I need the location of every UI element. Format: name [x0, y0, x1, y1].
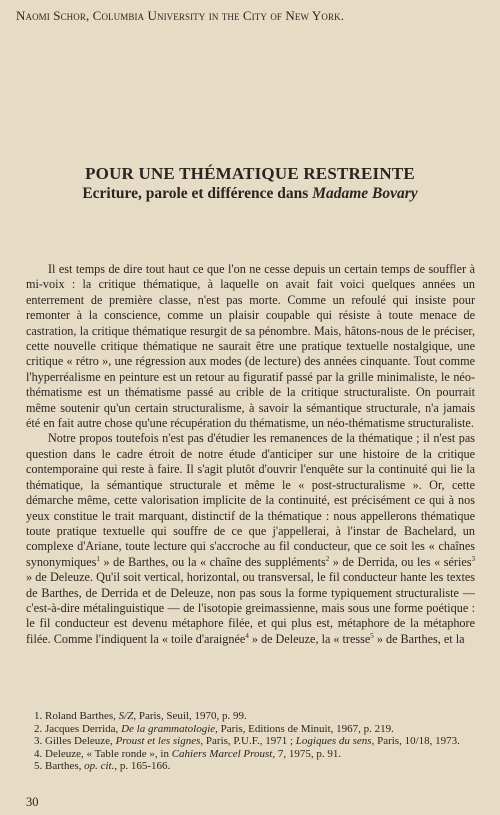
text-run: Il est temps de dire tout haut ce que l'on ne cesse depuis un certain temps de souffler à mi-voix : la critique thématique, à laquelle on avait fait voici quelques années un enterrement de première classe, n'est pas morte. Comme un refoulé qui insiste pour remonter à la conscience, comme un plaisir coupable qui résiste à toute menace de castration, la critique thématique resurgit de sa pénombre. Mais, hâtons-nous de le préciser, cette nouvelle critique thématique ne saurait être une pratique textuelle nostalgique, une critique « rétro », une régression aux modes (de lecture) des années cinquante. Tout comme l'hyperréalisme en peinture est un retour au figuratif passé par la grille minimaliste, le néo-thématisme est un thématisme passé au crible de la critique structuraliste. On pourrait même soutenir qu'un certain structuralisme, à savoir la sémantique structurale, n'a jamais été en fait autre chose qu'une récupération du thématisme, un néo-thématisme structuraliste.: [26, 262, 475, 431]
text-run: , Paris, Seuil, 1970, p. 99.: [133, 710, 247, 722]
footnote: [26, 760, 475, 773]
article-subtitle: [0, 185, 500, 203]
text-run: , 7, 1975, p. 91.: [272, 747, 342, 760]
italic-text: Cahiers Marcel Proust: [171, 747, 273, 760]
article-body: [26, 262, 475, 647]
text-run: 3. Gilles Deleuze,: [34, 735, 116, 748]
italic-text: S/Z: [118, 710, 134, 722]
page-number: 30: [26, 795, 39, 809]
subtitle-text: Ecriture, parole et différence dans: [82, 185, 309, 202]
footnotes: [26, 710, 475, 773]
footnote: [26, 710, 475, 723]
text-run: » de Deleuze. Qu'il soit vertical, horizontal, ou transversal, le fil conducteur hante les textes de Barthes, de Derrida et de Deleuze, non pas sous la forme typiquement structuraliste — c'est-à-dire métalinguistique — de l'isotopie greimassienne, mais sous une forme poétique : le fil conducteur est devenu métaphore filée, et qui plus est, métaphore de la métaphore filée. Comme l'indiquent la « toile d'araignée: [26, 570, 475, 646]
italic-text: Proust et les signes: [115, 735, 201, 748]
footnote-ref: 1: [96, 554, 100, 563]
italic-text: op. cit.: [84, 760, 115, 773]
footnote-ref: 2: [325, 554, 330, 563]
text-run: » de Deleuze, la « tresse: [248, 631, 371, 646]
text-run: 1. Roland Barthes,: [34, 710, 119, 722]
text-run: , Paris, P.U.F., 1971 ;: [200, 735, 296, 748]
text-run: 4. Deleuze, « Table ronde », in: [34, 747, 172, 760]
footnote: [26, 748, 475, 761]
article-title: POUR UNE THÉMATIQUE RESTREINTE: [85, 164, 415, 183]
footnote: [26, 723, 475, 736]
text-run: , Paris, Editions de Minuit, 1967, p. 219.: [215, 722, 394, 735]
footnote-ref: 5: [370, 631, 374, 640]
italic-text: Logiques du sens: [295, 735, 372, 748]
subtitle-italic-work-title: Madame Bovary: [312, 185, 418, 202]
footnote-ref: 4: [245, 631, 249, 640]
text-run: , p. 165-166.: [114, 760, 171, 773]
text-run: 5. Barthes,: [34, 760, 85, 773]
paragraph: [26, 262, 475, 431]
paragraph: [26, 431, 475, 647]
text-run: » de Barthes, et la: [373, 631, 465, 646]
text-run: , Paris, 10/18, 1973.: [371, 735, 460, 748]
text-run: » de Barthes, ou la « chaîne des suppléments: [99, 554, 326, 569]
footnote: [26, 735, 475, 748]
text-run: » de Derrida, ou les « séries: [329, 554, 472, 569]
footnote-ref: 3: [471, 554, 475, 563]
text-run: 2. Jacques Derrida,: [34, 722, 122, 735]
text-run: Notre propos toutefois n'est pas d'étudier les remanences de la thématique ; il n'est pas question dans le cadre étroit de notre étude d'anticiper sur une histoire de la critique contemporaine qui reste à faire. Il s'agit plutôt d'ouvrir l'enquête sur la continuité qui lie la thématique, la sémantique structurale et même le « post-structuralisme ». Or, cette démarche même, cette valorisation implicite de la continuité, est précisément ce qui à nos yeux constitue le trait marquant, distinctif de la thématique : nous appellerons thématique toute pratique textuelle qui souffre de ce que j'appellerai, à l'instar de Bachelard, un complexe d'Ariane, toute lecture qui s'accroche au fil conducteur, que ce soit les « chaînes synonymiques: [26, 431, 475, 569]
italic-text: De la grammatologie: [121, 722, 216, 735]
author-affiliation-header: Naomi Schor, Columbia University in the City of New York.: [16, 8, 345, 23]
